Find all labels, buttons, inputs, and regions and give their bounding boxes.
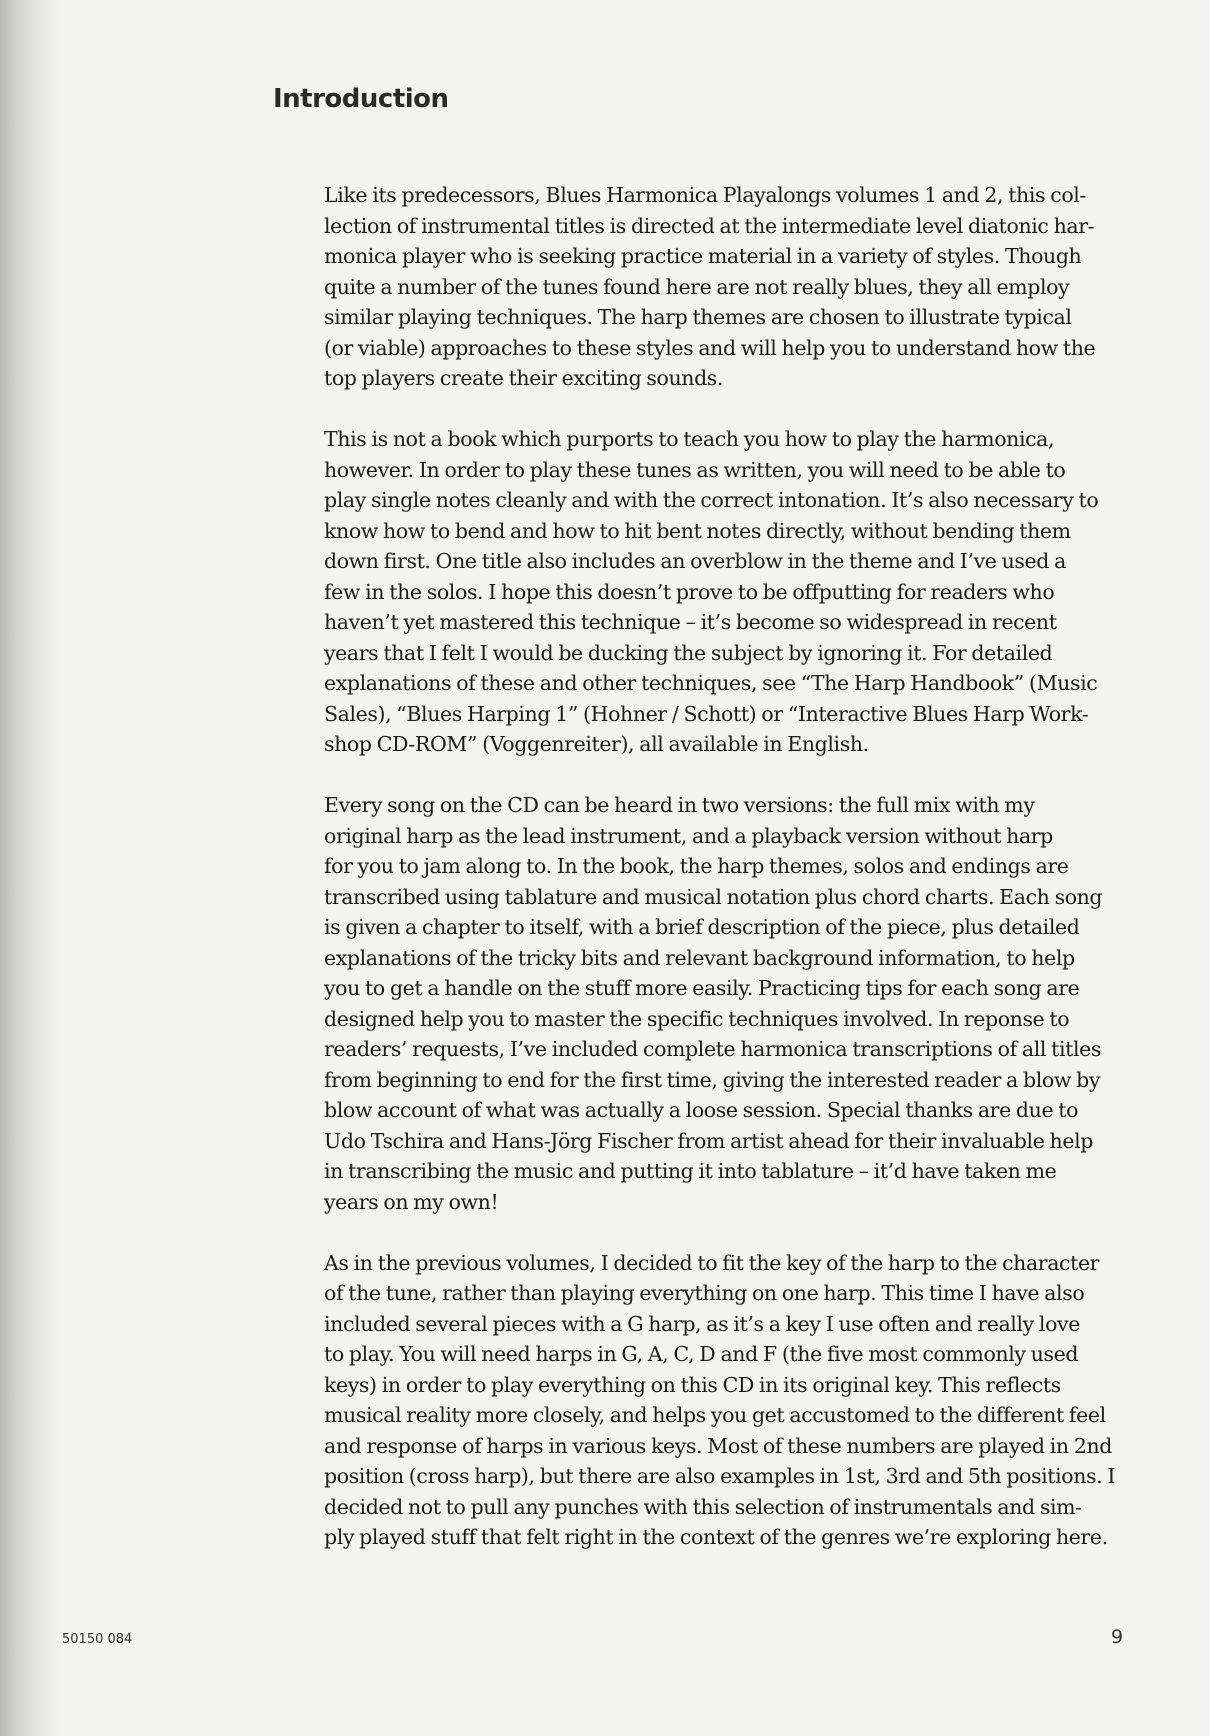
text-line: ply played stuff that felt right in the context of the genres we’re exploring here. (324, 1525, 1108, 1549)
text-line: years on my own! (324, 1189, 499, 1214)
text-line: designed help you to master the specific techniques involved. In reponse to (324, 1006, 1070, 1031)
text-line: Like its predecessors, Blues Harmonica Playalongs volumes 1 and 2, this col- (324, 183, 1086, 207)
text-line: position (cross harp), but there are also examples in 1st, 3rd and 5th positions. I (324, 1464, 1116, 1488)
text-line: years that I felt I would be ducking the subject by ignoring it. For detailed (324, 640, 1053, 665)
text-line: to play. You will need harps in G, A, C, D and F (the five most commonly used (324, 1342, 1079, 1366)
text-line: (or viable) approaches to these styles and will help you to understand how the (324, 335, 1096, 360)
text-line: readers’ requests, I’ve included complete harmonica transcriptions of all titles (324, 1037, 1101, 1061)
paragraph (324, 790, 1134, 1217)
text-line: transcribed using tablature and musical notation plus chord charts. Each song (324, 884, 1103, 909)
text-line: lection of instrumental titles is directed at the intermediate level diatonic har- (324, 213, 1095, 238)
text-line: As in the previous volumes, I decided to fit the key of the harp to the character (324, 1250, 1100, 1275)
text-line: similar playing techniques. The harp themes are chosen to illustrate typical (324, 305, 1072, 329)
text-line: original harp as the lead instrument, and a playback version without harp (324, 823, 1053, 848)
paragraph (324, 424, 1134, 760)
text-line: top players create their exciting sounds. (324, 366, 724, 390)
footer-product-code: 50150 084 (62, 1632, 133, 1647)
text-line: Udo Tschira and Hans-Jörg Fischer from artist ahead for their invaluable help (324, 1128, 1093, 1153)
text-line: blow account of what was actually a loose session. Special thanks are due to (324, 1098, 1079, 1122)
book-spine-shadow (0, 0, 60, 1736)
text-line: musical reality more closely, and helps you get accustomed to the different feel (324, 1403, 1106, 1427)
text-line: Every song on the CD can be heard in two versions: the full mix with my (324, 793, 1035, 817)
text-line: Sales), “Blues Harping 1” (Hohner / Schott) or “Interactive Blues Harp Work- (324, 701, 1089, 726)
paragraph (324, 180, 1134, 394)
text-line: monica player who is seeking practice material in a variety of styles. Though (324, 244, 1082, 268)
text-line: and response of harps in various keys. Most of these numbers are played in 2nd (324, 1433, 1112, 1458)
text-line: explanations of the tricky bits and relevant background information, to help (324, 945, 1075, 970)
text-line: you to get a handle on the stuff more easily. Practicing tips for each song are (324, 976, 1080, 1000)
page-heading: Introduction (273, 84, 449, 114)
text-line: decided not to pull any punches with this selection of instrumentals and sim- (324, 1494, 1082, 1519)
text-line: from beginning to end for the first time, giving the interested reader a blow by (324, 1067, 1101, 1092)
intro-body (324, 180, 1134, 1583)
text-line: know how to bend and how to hit bent notes directly, without bending them (324, 518, 1071, 543)
text-line: included several pieces with a G harp, as it’s a key I use often and really love (324, 1311, 1080, 1336)
text-line: is given a chapter to itself, with a brief description of the piece, plus detailed (324, 915, 1080, 939)
text-line: in transcribing the music and putting it into tablature – it’d have taken me (324, 1159, 1057, 1183)
text-line: play single notes cleanly and with the correct intonation. It’s also necessary to (324, 488, 1099, 512)
text-line: for you to jam along to. In the book, the harp themes, solos and endings are (324, 854, 1069, 878)
text-line: down first. One title also includes an overblow in the theme and I’ve used a (324, 549, 1066, 573)
text-line: shop CD-ROM” (Voggenreiter), all available in English. (324, 732, 869, 756)
text-line: keys) in order to play everything on this CD in its original key. This reflects (324, 1372, 1061, 1397)
text-line: however. In order to play these tunes as written, you will need to be able to (324, 457, 1066, 482)
text-line: haven’t yet mastered this technique – it’s become so widespread in recent (324, 610, 1057, 634)
text-line: quite a number of the tunes found here are not really blues, they all employ (324, 274, 1070, 299)
text-line: This is not a book which purports to teach you how to play the harmonica, (324, 427, 1055, 451)
paragraph (324, 1248, 1134, 1553)
text-line: explanations of these and other techniques, see “The Harp Handbook” (Music (324, 671, 1098, 695)
text-line: of the tune, rather than playing everything on one harp. This time I have also (324, 1281, 1085, 1305)
page-number: 9 (1111, 1626, 1124, 1648)
text-line: few in the solos. I hope this doesn’t prove to be offputting for readers who (324, 579, 1055, 604)
